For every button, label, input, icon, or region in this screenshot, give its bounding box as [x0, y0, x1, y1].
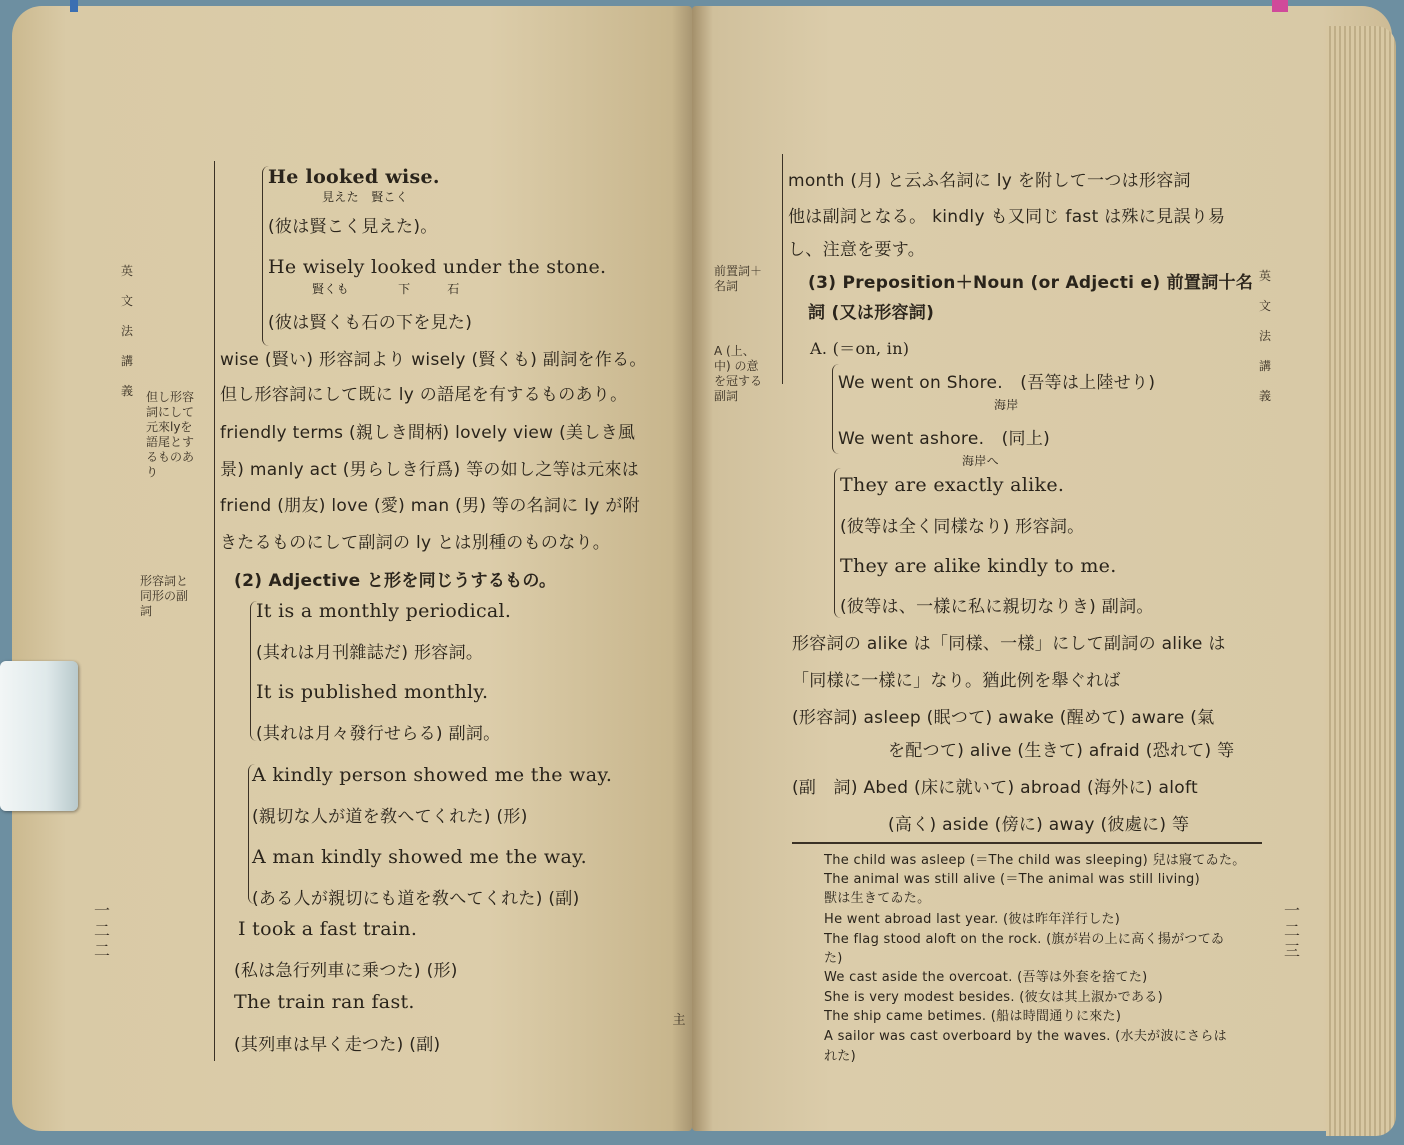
line: (副 詞) Abed (床に就いて) abroad (海外に) aloft — [792, 778, 1198, 798]
line: (形容詞) asleep (眠つて) awake (醒めて) aware (氣 — [792, 708, 1215, 728]
line: (ある人が親切にも道を敎へてくれた) (副) — [252, 889, 580, 909]
right-margin-rule — [782, 154, 783, 384]
line: The train ran fast. — [234, 991, 415, 1013]
line: し、注意を要す。 — [788, 240, 926, 260]
right-running-head: 英文法講義 — [1258, 269, 1271, 403]
brace-2 — [250, 601, 257, 741]
line: A man kindly showed me the way. — [252, 846, 587, 868]
line: (其れは月々發行せらる) 副詞。 — [256, 724, 501, 744]
line: きたるものにして副詞の ly とは別種のものなり。 — [220, 533, 611, 553]
ruby-line: 賢くも 下 石 — [312, 282, 460, 296]
pink-tab-marker — [1272, 0, 1288, 12]
line: month (月) と云ふ名詞に ly を附して一つは形容詞 — [788, 171, 1191, 191]
line: (彼は賢こく見えた)。 — [268, 217, 438, 237]
ruby-line: 海岸 — [994, 398, 1019, 412]
line: They are exactly alike. — [840, 474, 1065, 496]
line: 他は副詞となる。 kindly も又同じ fast は殊に見誤り易 — [788, 207, 1226, 227]
example-line: A sailor was cast overboard by the waves. (水夫が波にさらは — [824, 1029, 1227, 1044]
example-line: れた) — [824, 1049, 856, 1064]
gutter-mark: 主 — [672, 1013, 686, 1028]
line: We went on Shore. (吾等は上陸せり) — [838, 373, 1156, 393]
line: It is published monthly. — [256, 681, 489, 703]
page-tab-marker — [0, 661, 78, 811]
left-margin-note-2: 形容詞と同形の副詞 — [140, 574, 189, 618]
page-stack-edge — [1326, 26, 1396, 1136]
line: (彼等は、一樣に私に親切なりき) 副詞。 — [840, 597, 1154, 617]
open-book — [12, 6, 1404, 1141]
left-running-head: 英文法講義 — [120, 264, 133, 398]
example-line: We cast aside the overcoat. (吾等は外套を捨てた) — [824, 970, 1148, 985]
right-page — [672, 6, 1392, 1131]
right-margin-note-1: 前置詞＋名詞 — [714, 264, 763, 293]
line: We went ashore. (同上) — [838, 429, 1051, 449]
line: (彼等は全く同樣なり) 形容詞。 — [840, 517, 1085, 537]
line: 景) manly act (男らしき行爲) 等の如し之等は元來は — [220, 460, 640, 480]
line: 詞 (又は形容詞) — [808, 303, 935, 323]
example-line: The child was asleep (＝The child was sleeping) 兒は寢てゐた。 — [824, 853, 1246, 868]
line: friend (朋友) love (愛) man (男) 等の名詞に ly が附 — [220, 496, 640, 516]
left-page-number: 一二二 — [94, 901, 111, 960]
line: I took a fast train. — [238, 918, 418, 940]
line: (彼は賢くも石の下を見た) — [268, 313, 473, 333]
example-line: た) — [824, 951, 843, 966]
line: wise (賢い) 形容詞より wisely (賢くも) 副詞を作る。 — [220, 350, 647, 370]
line: A. (＝on, in) — [810, 339, 910, 358]
blue-tab-marker — [70, 0, 78, 12]
line: (高く) aside (傍に) away (彼處に) 等 — [888, 815, 1190, 835]
line: It is a monthly periodical. — [256, 600, 512, 622]
section-heading: (3) Preposition＋Noun (or Adjecti e) 前置詞十名 — [808, 273, 1254, 293]
left-margin-rule — [214, 161, 215, 1061]
line: They are alike kindly to me. — [840, 555, 1117, 577]
line: (私は急行列車に乗つた) (形) — [234, 961, 458, 981]
line: A kindly person showed me the way. — [252, 764, 613, 786]
left-margin-note-1: 但し形容詞にして元來lyを語尾とするものあり — [146, 390, 195, 479]
line: を配つて) alive (生きて) afraid (恐れて) 等 — [888, 741, 1235, 761]
line: 但し形容詞にして既に ly の語尾を有するものあり。 — [220, 385, 628, 405]
example-line: The animal was still alive (＝The animal was still living) — [824, 872, 1200, 887]
line: 「同樣に一樣に」なり。猶此例を舉ぐれば — [792, 671, 1121, 691]
line: (其列車は早く走つた) (副) — [234, 1035, 441, 1055]
line: He looked wise. — [268, 166, 440, 188]
right-margin-note-2: A (上、中) の意を冠する副詞 — [714, 344, 763, 403]
example-line: He went abroad last year. (彼は昨年洋行した) — [824, 912, 1121, 927]
example-line: She is very modest besides. (彼女は其上淑かである) — [824, 990, 1163, 1005]
left-page — [12, 6, 692, 1131]
example-line: The ship came betimes. (船は時間通りに來た) — [824, 1009, 1122, 1024]
right-page-number: 一二三 — [1284, 901, 1301, 960]
divider-rule — [792, 842, 1262, 844]
line: friendly terms (親しき間柄) lovely view (美しき風 — [220, 423, 636, 443]
ruby-line: 見えた 賢こく — [322, 190, 409, 204]
line: He wisely looked under the stone. — [268, 256, 607, 278]
line: (其れは月刊雜誌だ) 形容詞。 — [256, 643, 484, 663]
example-line: 獸は生きてゐた。 — [824, 891, 931, 906]
section-heading: (2) Adjective と形を同じうするもの。 — [234, 571, 557, 591]
line: (親切な人が道を敎へてくれた) (形) — [252, 807, 528, 827]
example-line: The flag stood aloft on the rock. (旗が岩の上に高く揚がつてゐ — [824, 932, 1225, 947]
ruby-line: 海岸へ — [962, 454, 999, 468]
line: 形容詞の alike は「同樣、一樣」にして副詞の alike は — [792, 634, 1226, 654]
